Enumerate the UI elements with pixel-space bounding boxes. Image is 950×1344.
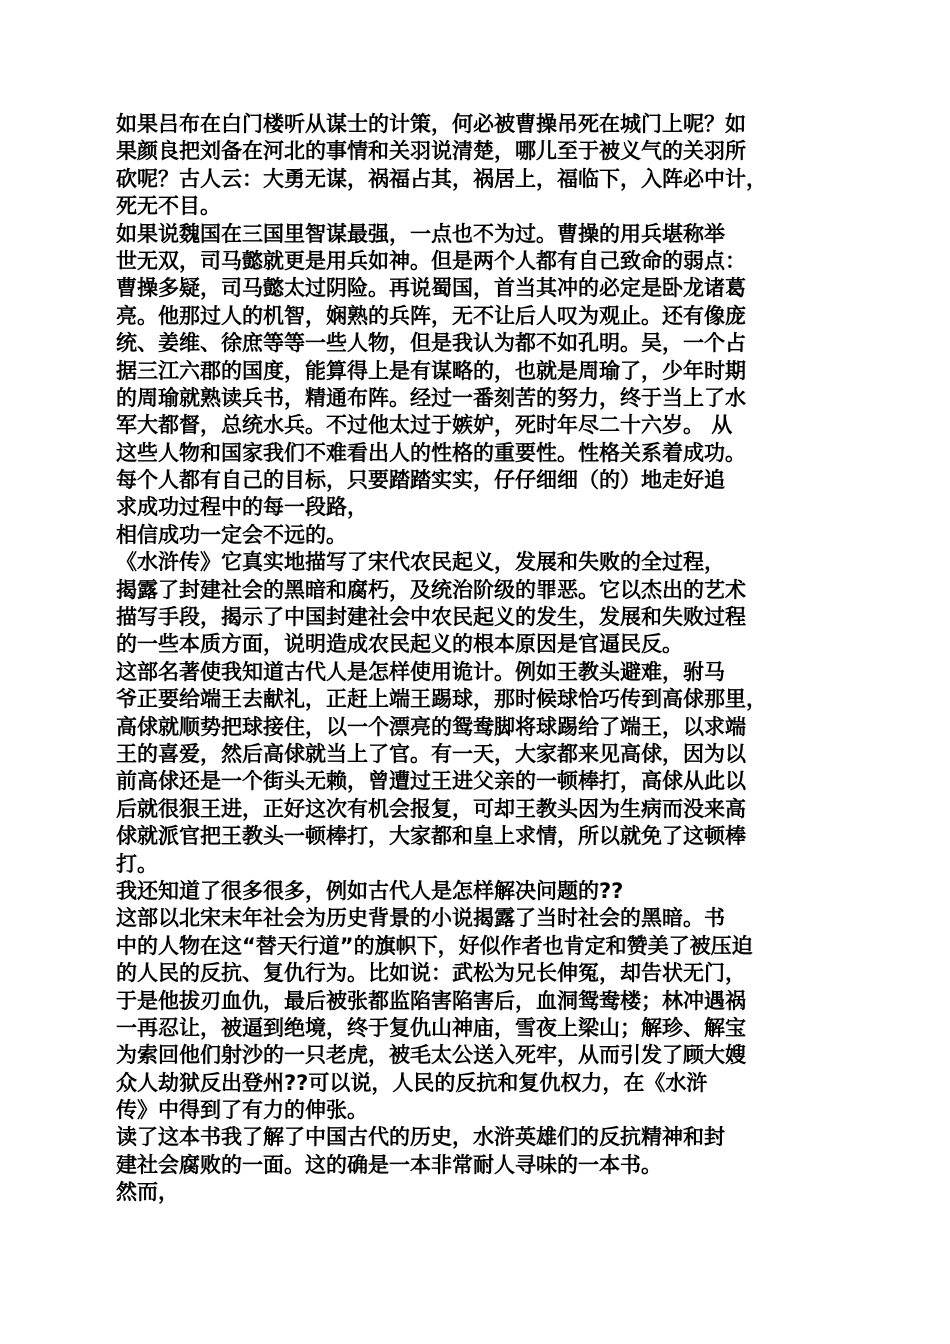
text-line: 为索回他们射沙的一只老虎，被毛太公送入死牢，从而引发了顾大嫂: [116, 1043, 746, 1068]
document-body-text: [116, 111, 846, 1207]
text-line: 《水浒传》它真实地描写了宋代农民起义，发展和失败的全过程，: [116, 550, 725, 575]
text-line: 前高俅还是一个街头无赖，曾遭过王进父亲的一顿棒打，高俅从此以: [116, 769, 746, 794]
text-line: 中的人物在这“替天行道”的旗帜下，好似作者也肯定和赞美了被压迫: [116, 933, 753, 958]
text-line: 于是他拔刃血仇，最后被张都监陷害陷害后，血洞鸳鸯楼；林冲遇祸: [116, 988, 746, 1013]
text-line: 一再忍让，被逼到绝境，终于复仇山神庙，雪夜上梁山；解珍、解宝: [116, 1015, 746, 1040]
text-line: 如果说魏国在三国里智谋最强，一点也不为过。曹操的用兵堪称举: [116, 221, 725, 246]
text-line: 军大都督，总统水兵。不过他太过于嫉妒，死时年尽二十六岁。 从: [116, 413, 733, 438]
text-line: 建社会腐败的一面。这的确是一本非常耐人寻味的一本书。: [116, 1152, 662, 1177]
text-line: 据三江六郡的国度，能算得上是有谋略的，也就是周瑜了，少年时期: [116, 358, 746, 383]
text-line: 求成功过程中的每一段路，: [116, 495, 368, 520]
text-line: 这部名著使我知道古代人是怎样使用诡计。例如王教头避难，驸马: [116, 659, 725, 684]
text-line: 传》中得到了有力的伸张。: [116, 1098, 368, 1123]
text-line: 然而，: [116, 1180, 179, 1205]
text-line: 相信成功一定会不远的。: [116, 522, 347, 547]
text-line: 世无双，司马懿就更是用兵如神。但是两个人都有自己致命的弱点：: [116, 248, 746, 273]
text-line: 的人民的反抗、复仇行为。比如说：武松为兄长伸冤，却告状无门，: [116, 961, 746, 986]
text-line: 描写手段，揭示了中国封建社会中农民起义的发生，发展和失败过程: [116, 605, 746, 630]
text-line: 统、姜维、徐庶等等一些人物，但是我认为都不如孔明。吴，一个占: [116, 331, 746, 356]
text-line: 揭露了封建社会的黑暗和腐朽，及统治阶级的罪恶。它以杰出的艺术: [116, 577, 746, 602]
text-line: 亮。他那过人的机智，娴熟的兵阵，无不让后人叹为观止。还有像庞: [116, 303, 746, 328]
text-line: 俅就派官把王教头一顿棒打，大家都和皇上求情，所以就免了这顿棒: [116, 824, 746, 849]
text-line: 众人劫狱反出登州??可以说，人民的反抗和复仇权力，在《水浒: [116, 1070, 708, 1095]
text-line: 果颜良把刘备在河北的事情和关羽说清楚，哪儿至于被义气的关羽所: [116, 139, 746, 164]
text-line: 高俅就顺势把球接住，以一个漂亮的鸳鸯脚将球踢给了端王，以求端: [116, 714, 746, 739]
text-line: 我还知道了很多很多，例如古代人是怎样解决问题的??: [116, 878, 624, 903]
text-line: 如果吕布在白门楼听从谋士的计策，何必被曹操吊死在城门上呢？如: [116, 112, 746, 136]
text-line: 打。: [116, 851, 158, 876]
text-line: 读了这本书我了解了中国古代的历史，水浒英雄们的反抗精神和封: [116, 1125, 725, 1150]
text-line: 王的喜爱，然后高俅就当上了官。有一天，大家都来见高俅，因为以: [116, 741, 746, 766]
text-line: 的周瑜就熟读兵书，精通布阵。经过一番刻苦的努力，终于当上了水: [116, 385, 746, 410]
text-line: 这部以北宋末年社会为历史背景的小说揭露了当时社会的黑暗。书: [116, 906, 725, 931]
text-line: 砍呢？古人云：大勇无谋，祸福占其，祸居上，福临下，入阵必中计，: [116, 166, 767, 191]
text-line: 后就很狠王进，正好这次有机会报复，可却王教头因为生病而没来高: [116, 796, 746, 821]
text-line: 曹操多疑，司马懿太过阴险。再说蜀国，首当其冲的必定是卧龙诸葛: [116, 276, 746, 301]
text-line: 每个人都有自己的目标，只要踏踏实实，仔仔细细（的）地走好追: [116, 468, 725, 493]
text-line: 的一些本质方面，说明造成农民起义的根本原因是官逼民反。: [116, 632, 683, 657]
text-line: 死无不目。: [116, 194, 221, 219]
text-line: 这些人物和国家我们不难看出人的性格的重要性。性格关系着成功。: [116, 440, 746, 465]
text-line: 爷正要给端王去献礼，正赶上端王踢球，那时候球恰巧传到高俅那里，: [116, 687, 767, 712]
